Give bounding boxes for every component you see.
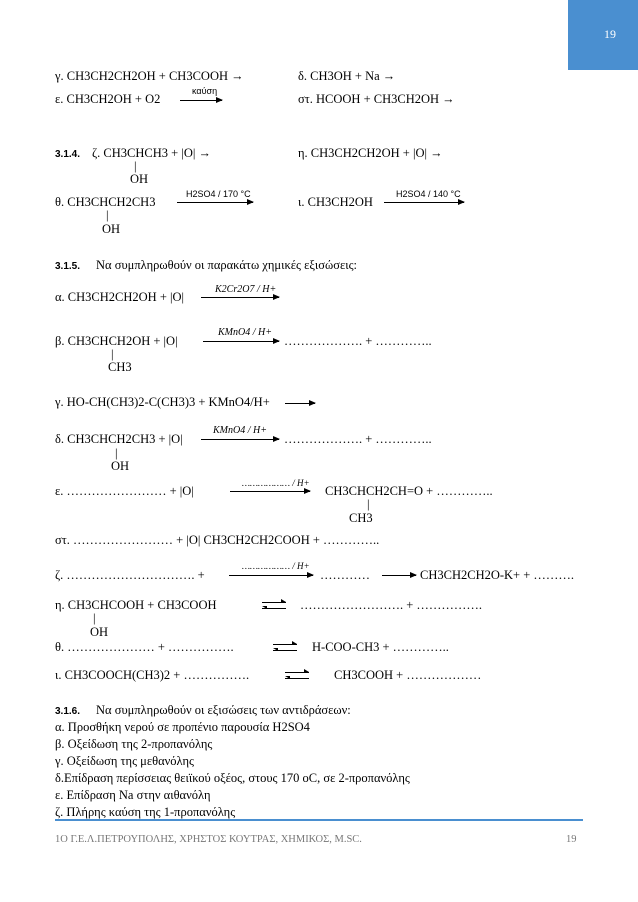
oh-group: OH xyxy=(102,222,121,236)
question-a: α. Προσθήκη νερού σε προπένιο παρουσία H2SO4 xyxy=(55,720,310,734)
section-3-1-4: 3.1.4. xyxy=(55,149,81,160)
oh-group: OH xyxy=(130,172,149,186)
bond-line: | xyxy=(93,611,96,625)
eq-d: δ. CH3CHCH2CH3 + |O| xyxy=(55,432,183,446)
eq-b: β. CH3CHCH2OH + |O| xyxy=(55,334,178,348)
reaction-arrow xyxy=(382,575,416,576)
reaction-st: στ. HCOOH + CH3CH2OH → xyxy=(298,92,455,106)
eq-th: θ. ………………… + ……………. xyxy=(55,640,234,654)
reagent-label: K2Cr2O7 / H+ xyxy=(215,284,277,295)
oh-group: OH xyxy=(111,459,130,473)
question-g: γ. Οξείδωση της μεθανόλης xyxy=(55,754,194,768)
page-number: 19 xyxy=(604,27,616,41)
equilibrium-arrow xyxy=(273,643,297,651)
eq-z-intermediate: ………… xyxy=(320,568,370,582)
reaction-arrow xyxy=(384,202,464,203)
question-e: ε. Επίδραση Na στην αιθανόλη xyxy=(55,788,211,802)
equilibrium-arrow xyxy=(262,601,286,609)
reaction-g: γ. CH3CH2CH2OH + CH3COOH → xyxy=(55,69,244,83)
footer-page-number: 19 xyxy=(566,834,577,845)
reaction-arrow xyxy=(285,403,315,404)
reaction-arrow xyxy=(177,202,253,203)
reaction-z: ζ. CH3CHCH3 + |O| → xyxy=(92,146,211,160)
condition-label-170: H2SO4 / 170 °C xyxy=(186,189,251,199)
eq-g: γ. HO-CH(CH3)2-C(CH3)3 + KMnO4/H+ xyxy=(55,395,270,409)
question-b: β. Οξείδωση της 2-προπανόλης xyxy=(55,737,213,751)
reaction-e: ε. CH3CH2OH + O2 xyxy=(55,92,161,106)
eq-e: ε. …………………… + |O| xyxy=(55,484,194,498)
section-3-1-6: 3.1.6. xyxy=(55,706,81,717)
reaction-arrow xyxy=(230,491,310,492)
eq-th-products: H-COO-CH3 + ………….. xyxy=(312,640,449,654)
reagent-label: KMnO4 / H+ xyxy=(218,327,272,338)
bond-line: | xyxy=(367,497,370,511)
page-number-tab xyxy=(568,0,638,70)
reaction-arrow xyxy=(201,297,279,298)
eq-a: α. CH3CH2CH2OH + |O| xyxy=(55,290,185,304)
reagent-label: ……………… / H+ xyxy=(242,478,310,488)
equilibrium-arrow xyxy=(285,671,309,679)
reaction-h: η. CH3CH2CH2OH + |O| → xyxy=(298,146,443,160)
eq-d-products: ………………. + ………….. xyxy=(284,432,432,446)
ch3-group: CH3 xyxy=(349,511,373,525)
eq-z-products: CH3CH2CH2O-K+ + ………. xyxy=(420,568,575,582)
combustion-label: καύση xyxy=(192,86,218,96)
reagent-label: KMnO4 / H+ xyxy=(213,425,267,436)
section-3-1-5-title: Να συμπληρωθούν οι παρακάτω χημικές εξισώσεις: xyxy=(96,258,357,272)
eq-i-products: CH3COOH + ……………… xyxy=(334,668,482,682)
reaction-th: θ. CH3CHCH2CH3 xyxy=(55,195,156,209)
eq-st: στ. …………………… + |O| CH3CH2CH2COOH + ………….. xyxy=(55,533,380,547)
reaction-arrow xyxy=(201,439,279,440)
condition-label-140: H2SO4 / 140 °C xyxy=(396,189,461,199)
reagent-label: ……………… / H+ xyxy=(242,561,310,571)
section-3-1-5: 3.1.5. xyxy=(55,261,81,272)
reaction-arrow xyxy=(229,575,313,576)
bond-line: | xyxy=(111,347,114,361)
oh-group: OH xyxy=(90,625,109,639)
eq-z: ζ. …………………………. + xyxy=(55,568,205,582)
eq-e-products: CH3CHCH2CH=O + ………….. xyxy=(325,484,493,498)
question-d: δ.Επίδραση περίσσειας θειϊκού οξέος, στους 170 οC, σε 2-προπανόλης xyxy=(55,771,410,785)
reaction-arrow xyxy=(203,341,279,342)
question-z: ζ. Πλήρης καύση της 1-προπανόλης xyxy=(55,805,236,819)
reaction-i: ι. CH3CH2OH xyxy=(298,195,373,209)
eq-i: ι. CH3COOCH(CH3)2 + ……………. xyxy=(55,668,250,682)
ch3-group: CH3 xyxy=(108,360,132,374)
eq-b-products: ………………. + ………….. xyxy=(284,334,432,348)
reaction-arrow xyxy=(180,100,222,101)
bond-line: | xyxy=(134,159,137,173)
eq-h-products: ……………………. + ……………. xyxy=(300,598,483,612)
footer-author: 1Ο Γ.Ε.Λ.ΠΕΤΡΟΥΠΟΛΗΣ, ΧΡΗΣΤΟΣ ΚΟΥΤΡΑΣ, ΧΗΜΙΚΟΣ, M.SC. xyxy=(55,834,362,845)
bond-line: | xyxy=(115,446,118,460)
bond-line: | xyxy=(106,208,109,222)
reaction-d: δ. CH3OH + Na → xyxy=(298,69,396,83)
footer-divider xyxy=(55,819,583,821)
eq-h: η. CH3CHCOOH + CH3COOH xyxy=(55,598,217,612)
section-3-1-6-title: Να συμπληρωθούν οι εξισώσεις των αντιδράσεων: xyxy=(96,703,351,717)
